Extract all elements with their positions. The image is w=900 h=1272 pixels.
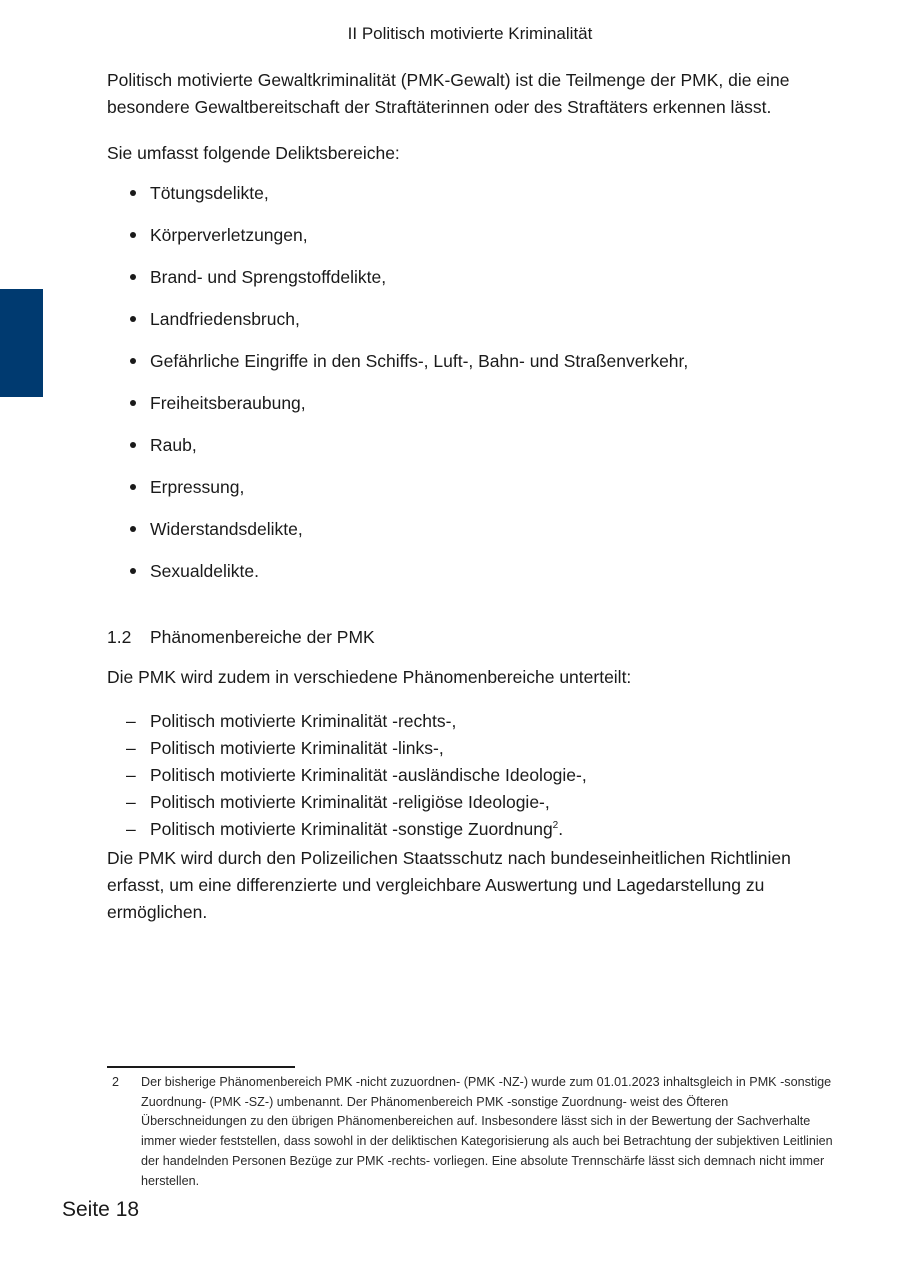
list-item-text: Politisch motivierte Kriminalität -sonstige Zuordnung (150, 819, 553, 839)
list-item: Freiheitsberaubung, (107, 390, 688, 432)
list-item (107, 789, 587, 816)
list-item: Gefährliche Eingriffe in den Schiffs-, Luft-, Bahn- und Straßenverkehr, (107, 348, 688, 390)
dash-marker: – (126, 738, 136, 758)
list-item: Körperverletzungen, (107, 222, 688, 264)
dash-marker: – (126, 711, 136, 731)
list-item: Widerstandsdelikte, (107, 516, 688, 558)
section-number: 1.2 (107, 627, 132, 647)
list-item: Raub, (107, 432, 688, 474)
footnote-reference[interactable]: 2 (552, 820, 559, 832)
offences-lead: Sie umfasst folgende Deliktsbereiche: (107, 143, 400, 163)
list-item (107, 762, 587, 789)
list-item-suffix: . (558, 819, 564, 839)
list-item-text: Politisch motivierte Kriminalität -religiöse Ideologie-, (150, 792, 550, 812)
closing-paragraph: Die PMK wird durch den Polizeilichen Staatsschutz nach bundeseinheitlichen Richtlinien erfasst, um eine differenzierte und vergleichbare Auswertung und Lagedarstellung zu ermöglichen. (107, 848, 791, 922)
list-item-text: Politisch motivierte Kriminalität -rechts-, (150, 711, 457, 731)
list-item (107, 708, 587, 735)
phenomenon-list (107, 708, 587, 843)
footnote-number: 2 (112, 1075, 120, 1089)
footnote-text: Der bisherige Phänomenbereich PMK -nicht zuzuordnen- (PMK -NZ-) wurde zum 01.01.2023 inhaltsgleich in PMK -sonstige Zuordnung- (PMK -SZ-) umbenannt. Der Phänomenbereich PMK -sonstige Zuordnung- weist des Öfteren Überschneidungen zu den übrigen Phänomenbereichen auf. Insbesondere lässt sich in der Bewertung der Sachverhalte immer wieder feststellen, dass sowohl in der deliktischen Kategorisierung als auch bei Betrachtung der subjektiven Leitlinien der handelnden Personen Bezüge zur PMK -rechts- vorliegen. Eine absolute Trennschärfe lässt sich demnach nicht immer herstellen. (141, 1075, 833, 1188)
list-item: Landfriedensbruch, (107, 306, 688, 348)
list-item-text: Politisch motivierte Kriminalität -ausländische Ideologie-, (150, 765, 587, 785)
chapter-side-marker (0, 289, 43, 397)
intro-paragraph: Politisch motivierte Gewaltkriminalität (PMK-Gewalt) ist die Teilmenge der PMK, die eine besondere Gewaltbereitschaft der Straftäterinnen oder des Straftäters erkennen lässt. (107, 70, 790, 117)
list-item: Sexualdelikte. (107, 558, 688, 600)
intro-block (107, 67, 847, 121)
section-heading (107, 624, 375, 651)
list-item (107, 735, 587, 762)
list-item-text: Politisch motivierte Kriminalität -links-, (150, 738, 444, 758)
offence-list (107, 180, 688, 600)
list-item: Erpressung, (107, 474, 688, 516)
list-item: Brand- und Sprengstoffdelikte, (107, 264, 688, 306)
section-intro: Die PMK wird zudem in verschiedene Phänomenbereiche unterteilt: (107, 667, 632, 687)
page-number: Seite 18 (62, 1198, 140, 1221)
section-title: Phänomenbereiche der PMK (150, 627, 375, 647)
footnote-divider (107, 1066, 295, 1068)
list-item (107, 816, 587, 843)
dash-marker: – (126, 819, 136, 839)
dash-marker: – (126, 792, 136, 812)
dash-marker: – (126, 765, 136, 785)
running-header: II Politisch motivierte Kriminalität (347, 24, 593, 43)
footnote (107, 1073, 837, 1191)
list-item: Tötungsdelikte, (107, 180, 688, 222)
